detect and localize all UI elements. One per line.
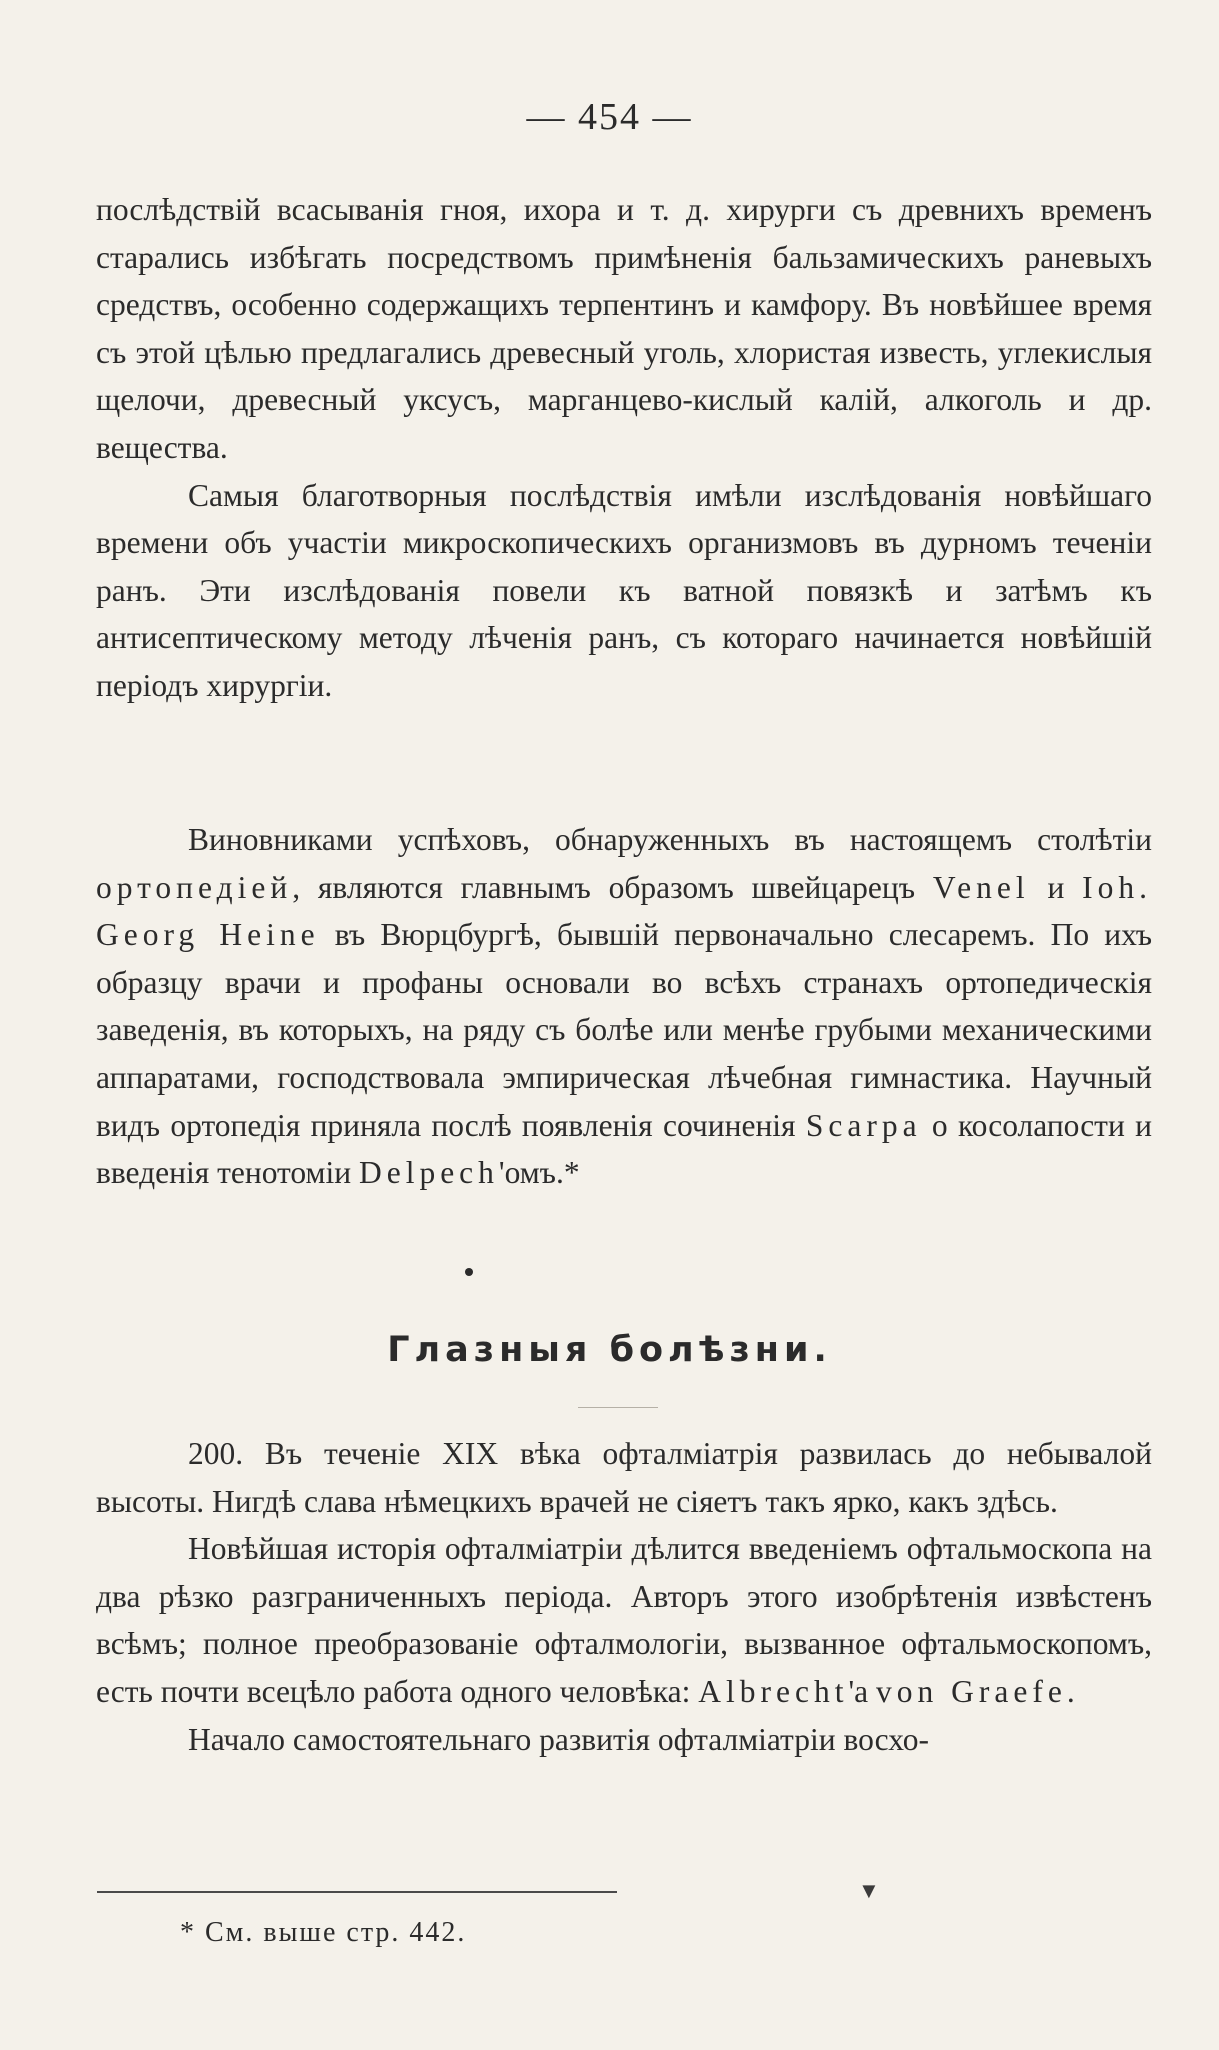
footnote-rule: [97, 1891, 617, 1893]
person-name: Venel: [932, 869, 1030, 905]
text-block-top: [96, 186, 1152, 710]
paragraph-orthopedics: [96, 816, 1152, 1197]
text-run: о косолапости и введенія тенотоміи: [96, 1107, 1152, 1191]
text-run: 'a: [848, 1673, 877, 1709]
text-run: Виновниками успѣховъ, обнаруженныхъ въ настоящемъ столѣтіи: [188, 822, 1152, 857]
section-heading: Глазныя болѣзни.: [387, 1330, 832, 1370]
text-run: и: [1029, 869, 1083, 905]
paragraph-text: [96, 1525, 1152, 1715]
ink-mark-icon: ▼: [858, 1878, 880, 1903]
paragraph-text: Начало самостоятельнаго развитія офталміатріи восхо-: [188, 1721, 929, 1757]
text-block-bottom: [96, 1430, 1152, 1763]
text-run: въ Вюрцбургѣ, бывшій первоначально слесаремъ. По ихъ образцу врачи и профаны основали во всѣхъ странахъ ортопедическія заведенія, въ которыхъ, на ряду съ болѣе или менѣе грубыми механическими аппаратами, господствовала эмпирическая лѣчебная гимнастика. Научный видъ ортопедія приняла послѣ появленія сочиненія: [96, 917, 1152, 1143]
heading-rule: [578, 1407, 658, 1408]
person-name: Delpech: [358, 1155, 499, 1191]
text-run: , являются главнымъ образомъ швейцарецъ: [292, 869, 933, 905]
page-number: — 454 —: [526, 96, 693, 138]
person-name: Ioh. Georg Heine: [96, 869, 1153, 953]
paragraph-text: послѣдствій всасыванія гноя, ихора и т. д. хирурги съ древнихъ временъ старались избѣгать посредствомъ примѣненія бальзамическихъ раневыхъ средствъ, особенно содержащихъ терпентинъ и камфору. Въ новѣйшее время съ этой цѣлью предлагались древесный уголь, хлористая известь, углекислыя щелочи, древесный уксусъ, марганцево-кислый калій, алкоголь и др. вещества.: [96, 192, 1152, 465]
paragraph-text: Самыя благотворныя послѣдствія имѣли изслѣдованія новѣйшаго времени объ участіи микроскопическихъ организмовъ въ дурномъ теченіи ранъ. Эти изслѣдованія повели къ ватной повязкѣ и затѣмъ къ антисептическому методу лѣченія ранъ, съ котораго начинается новѣйшій періодъ хирургіи.: [96, 477, 1152, 703]
person-name: Scarpa: [805, 1107, 922, 1143]
text-run: 'омъ.*: [498, 1155, 580, 1191]
ink-dot: [465, 1268, 473, 1276]
text-run: .: [1066, 1673, 1075, 1709]
text-block-orthopedics: [96, 816, 1152, 1197]
paragraph-text: 200. Въ теченіе XIX вѣка офталміатрія развилась до небывалой высоты. Нигдѣ слава нѣмецкихъ врачей не сіяетъ такъ ярко, какъ здѣсь.: [96, 1436, 1152, 1519]
footnote: * См. выше стр. 442.: [180, 1917, 467, 1948]
person-name: von Graefe: [876, 1673, 1067, 1709]
person-name: Albrecht: [698, 1673, 849, 1709]
emphasized-term: ортопедіей: [96, 869, 293, 905]
text-run: Новѣйшая исторія офталміатріи дѣлится введеніемъ офтальмоскопа на два рѣзко разграниченныхъ періода. Авторъ этого изобрѣтенія извѣстенъ всѣмъ; полное преобразованіе офталмологіи, вызванное офтальмоскопомъ, есть почти всецѣло работа одного человѣка:: [96, 1531, 1152, 1709]
